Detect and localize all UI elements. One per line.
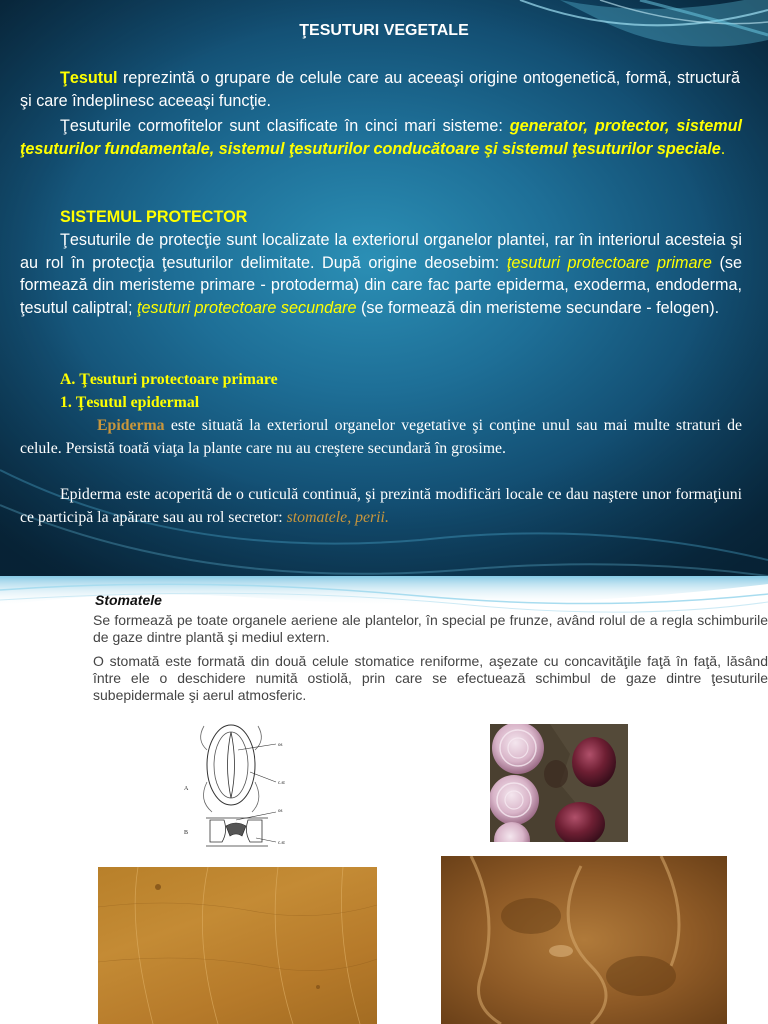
subheading-1: 1. Ţesutul epidermal	[60, 394, 200, 411]
microscope-photo-right	[441, 856, 727, 1024]
label-cst-top: c.st	[278, 781, 285, 786]
onion-photo	[490, 724, 628, 842]
primary-protective-term: ţesuturi protectoare primare	[506, 253, 712, 272]
stomata-heading: Stomatele	[95, 592, 162, 608]
microscope-right-svg	[441, 856, 727, 1024]
protector-text-b: (se formează din meristeme primare - protoderma) din care fac parte epiderma, exoderma, endoderma, ţesutul caliptral;	[20, 253, 742, 317]
systems-list: generator, protector, sistemul ţesuturilor fundamentale, sistemul ţesuturilor conducătoare şi sistemul ţesuturilor speciale	[20, 117, 743, 158]
epidermis-paragraph	[20, 414, 742, 460]
definition-text: reprezintă o grupare de celule care au aceeaşi origine ontogenetică, formă, structură şi care îndeplinesc aceeaşi funcţie.	[20, 69, 740, 110]
protector-paragraph	[20, 229, 742, 319]
stomata-diagram	[176, 720, 336, 860]
section-heading: SISTEMUL PROTECTOR	[60, 208, 248, 226]
microscope-photo-left	[98, 867, 377, 1024]
label-os-bottom: os	[278, 809, 283, 814]
microscope-left-svg	[98, 867, 377, 1024]
term-separator: ,	[347, 509, 356, 526]
stomata-paragraph-1: Se formează pe toate organele aeriene ale plantelor, în special pe frunze, având rolul de a regla schimburile de gaze dintre plantă şi mediul extern.	[93, 612, 768, 645]
term-epiderma: Epiderma	[97, 417, 165, 434]
stomata-diagram-svg	[176, 720, 336, 860]
onion-photo-svg	[490, 724, 628, 842]
slide-title: ŢESUTURI VEGETALE	[299, 22, 469, 39]
label-os-top: os	[278, 743, 283, 748]
term-stomatele: stomatele	[286, 509, 348, 526]
cuticle-end: .	[384, 509, 389, 526]
term-tesutul: Ţesutul	[60, 69, 118, 87]
definition-paragraph	[20, 67, 740, 112]
classification-end: .	[720, 139, 726, 158]
subheading-a: A. Ţesuturi protectoare primare	[60, 371, 278, 388]
classification-intro: Ţesuturile cormofitelor sunt clasificate în cinci mari sisteme:	[60, 117, 510, 135]
protector-text-c: (se formează din meristeme secundare - felogen).	[356, 298, 720, 317]
label-cst-bottom: c.st	[278, 841, 285, 846]
secondary-protective-term: ţesuturi protectoare secundare	[136, 298, 357, 317]
protector-text-a: Ţesuturile de protecţie sunt localizate la exteriorul organelor plantei, rar în interiorul acesteia şi au rol în protecţia ţesuturilor delimitate. După origine deosebim:	[20, 231, 742, 272]
slide-2	[0, 576, 768, 1024]
classification-paragraph	[20, 115, 742, 160]
label-a: A	[184, 786, 189, 792]
cuticle-text: Epiderma este acoperită de o cuticulă continuă, şi prezintă modificări locale ce dau naştere unor formaţiuni ce participă la apărare sau au rol secretor:	[20, 486, 742, 526]
label-b: B	[184, 830, 189, 836]
term-perii: perii	[355, 509, 385, 526]
cuticle-paragraph	[20, 483, 742, 529]
stomata-paragraph-2: O stomată este formată din două celule stomatice reniforme, aşezate cu concavităţile faţă în faţă, lăsând între ele o deschidere numită ostiolă, prin care se efectuează schimbul de gaze dintre ţesuturile subepidermale şi aerul atmosferic.	[93, 653, 768, 703]
epidermis-text: este situată la exteriorul organelor vegetative şi conţine unul sau mai multe straturi de celule. Persistă toată viaţa la plante care nu au creştere secundară în grosime.	[20, 417, 742, 457]
